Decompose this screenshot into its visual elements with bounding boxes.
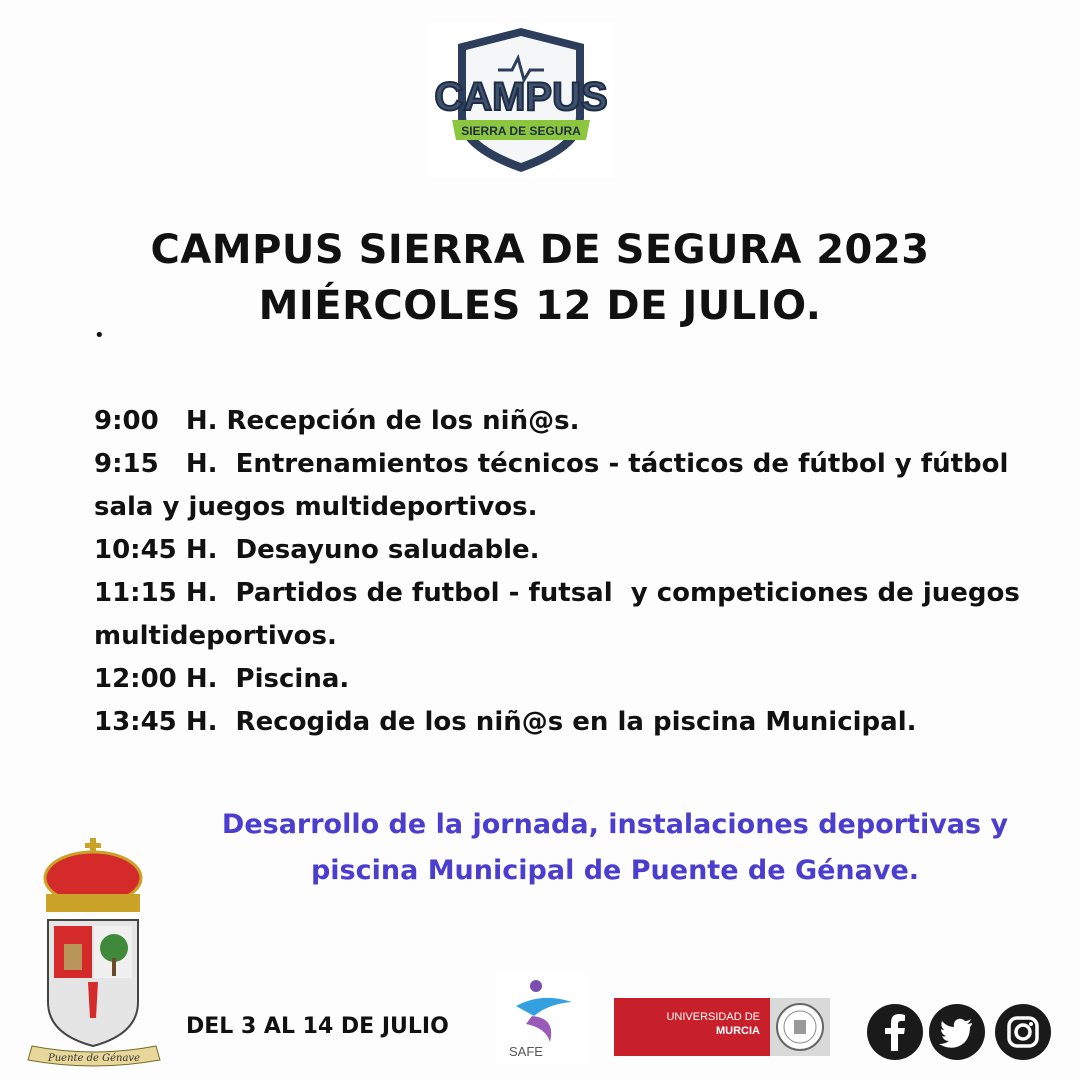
safe-logo [496, 972, 588, 1064]
university-line-1: UNIVERSIDAD DE [666, 1011, 760, 1023]
crest-label: Puente de Génave [47, 1053, 141, 1064]
schedule-item: 9:15 H. Entrenamientos técnicos - tácticos de fútbol y fútbol sala y juegos multideportivos. [94, 449, 1018, 522]
venue-note-line-1: Desarrollo de la jornada, instalaciones deportivas y [221, 809, 1009, 840]
twitter-icon[interactable] [928, 1003, 986, 1061]
university-seal-icon [770, 998, 830, 1056]
university-logo [614, 998, 830, 1056]
title-line-2: MIÉRCOLES 12 DE JULIO. [258, 283, 822, 329]
venue-note [170, 802, 1060, 894]
university-line-2: MURCIA [716, 1025, 760, 1037]
schedule-list [94, 400, 1069, 744]
page-title [0, 222, 1080, 334]
schedule-item: 9:00 H. Recepción de los niñ@s. [94, 406, 580, 436]
logo-subtitle: SIERRA DE SEGURA [461, 124, 581, 138]
bullet-mark: • [94, 325, 105, 346]
instagram-icon[interactable] [994, 1003, 1052, 1061]
university-name [614, 998, 770, 1056]
venue-note-line-2: piscina Municipal de Puente de Génave. [310, 855, 920, 886]
schedule-item: 10:45 H. Desayuno saludable. [94, 535, 540, 565]
campus-logo [428, 22, 614, 178]
logo-title: CAMPUS [434, 75, 608, 119]
facebook-icon[interactable] [866, 1003, 924, 1061]
schedule-item: 11:15 H. Partidos de futbol - futsal y competiciones de juegos multideportivos. [94, 578, 1029, 651]
safe-label: SAFE [509, 1044, 543, 1059]
schedule-item: 12:00 H. Piscina. [94, 664, 350, 694]
town-crest-logo [18, 832, 170, 1068]
title-line-1: CAMPUS SIERRA DE SEGURA 2023 [150, 227, 930, 273]
schedule-item: 13:45 H. Recogida de los niñ@s en la piscina Municipal. [94, 707, 917, 737]
event-dates: DEL 3 AL 14 DE JULIO [186, 1014, 449, 1039]
